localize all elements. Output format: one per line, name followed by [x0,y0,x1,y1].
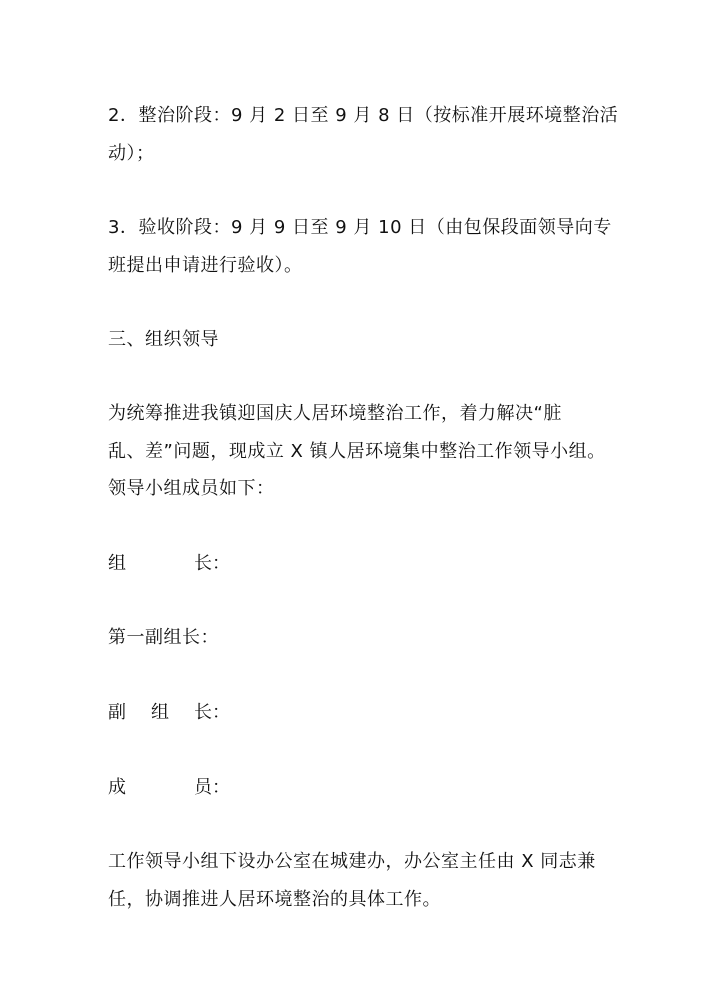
role-leader-label [108,552,212,576]
stage3-line1: 3．验收阶段：9 月 9 日至 9 月 10 日（由包保段面领导向专 [108,217,612,238]
role-member [108,776,308,800]
intro-line2: 乱、差”问题，现成立 X 镇人居环境集中整治工作领导小组。 [108,441,606,462]
role-deputy-char3: 长 [194,702,212,723]
stage3-line2: 班提出申请进行验收）。 [108,255,303,276]
role-member-label [108,776,212,800]
intro-line3: 领导小组成员如下： [108,478,275,499]
stage2-line2: 动）； [108,143,155,164]
role-leader-char2: 长 [194,553,212,574]
role-leader-char1: 组 [108,553,126,574]
role-leader-colon: ： [212,553,230,574]
role-deputy-char1: 副 [108,702,126,723]
role-deputy [108,701,308,725]
role-member-colon: ： [212,777,230,798]
role-member-char1: 成 [108,777,126,798]
role-deputy-colon: ： [212,702,230,723]
stage2-line1: 2．整治阶段：9 月 2 日至 9 月 8 日（按标准开展环境整治活 [108,105,619,126]
intro-line1: 为统筹推进我镇迎国庆人居环境整治工作，着力解决“脏 [108,403,562,424]
role-leader [108,552,308,576]
office-line2: 任，协调推进人居环境整治的具体工作。 [108,889,441,910]
section-heading: 三、组织领导 [108,329,219,350]
role-first-deputy: 第一副组长： [108,627,219,648]
office-line1: 工作领导小组下设办公室在城建办，办公室主任由 X 同志兼 [108,851,596,872]
role-deputy-char2: 组 [151,702,169,723]
role-deputy-label [108,701,212,725]
role-member-char2: 员 [194,777,212,798]
